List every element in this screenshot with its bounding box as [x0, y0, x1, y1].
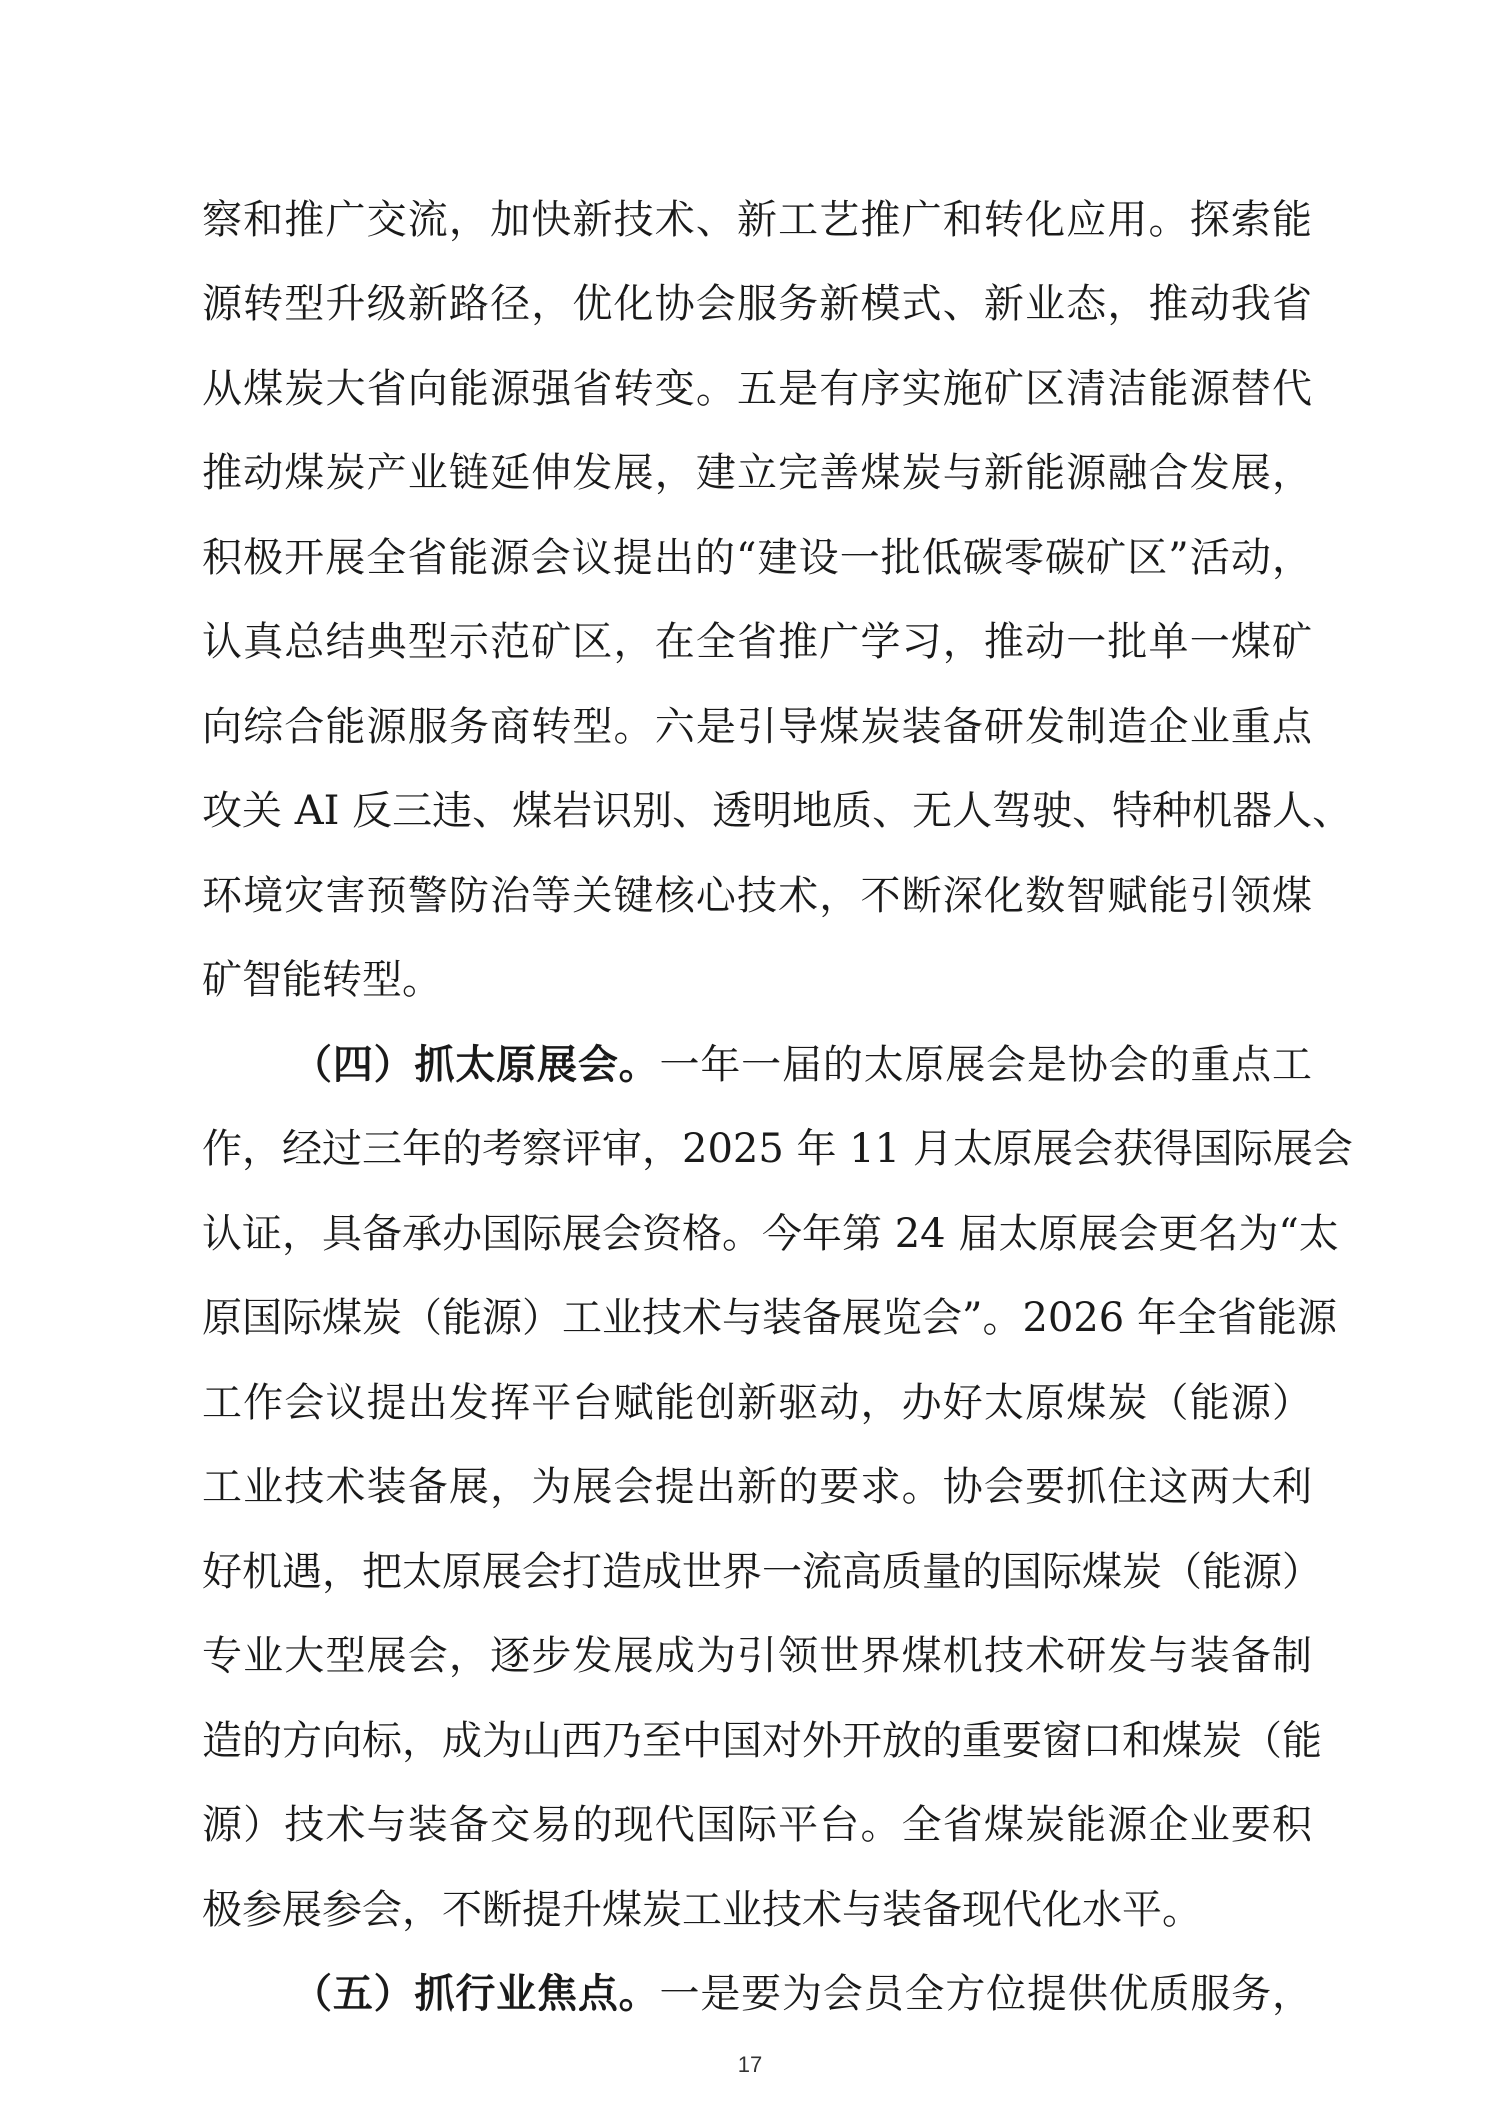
- section-5-first-line-text: 一是要为会员全方位提供优质服务，: [659, 1971, 1312, 2017]
- text-line: 造的方向标，成为山西乃至中国对外开放的重要窗口和煤炭（能: [202, 1718, 1322, 1764]
- text-line: 好机遇，把太原展会打造成世界一流高质量的国际煤炭（能源）: [202, 1549, 1322, 1595]
- text-line: 源）技术与装备交易的现代国际平台。全省煤炭能源企业要积: [202, 1802, 1312, 1848]
- text-line: 原国际煤炭（能源）工业技术与装备展览会”。2026 年全省能源: [202, 1295, 1337, 1341]
- page-number: 17: [737, 2052, 763, 2077]
- text-line: 攻关 AI 反三违、煤岩识别、透明地质、无人驾驶、特种机器人、: [202, 788, 1353, 834]
- text-line: 源转型升级新路径，优化协会服务新模式、新业态，推动我省: [202, 281, 1312, 327]
- text-line: 向综合能源服务商转型。六是引导煤炭装备研发制造企业重点: [202, 704, 1312, 750]
- text-line: 认证，具备承办国际展会资格。今年第 24 届太原展会更名为“太: [202, 1211, 1339, 1257]
- text-line: 专业大型展会，逐步发展成为引领世界煤机技术研发与装备制: [202, 1633, 1312, 1679]
- section-4-first-line: [292, 1025, 1312, 1105]
- text-line: 认真总结典型示范矿区，在全省推广学习，推动一批单一煤矿: [202, 619, 1312, 665]
- text-line: 矿智能转型。: [202, 957, 442, 1003]
- section-4-heading: （四）抓太原展会。: [292, 1041, 660, 1088]
- text-line: 积极开展全省能源会议提出的“建设一批低碳零碳矿区”活动，: [202, 535, 1312, 581]
- text-line: 极参展参会，不断提升煤炭工业技术与装备现代化水平。: [202, 1887, 1202, 1933]
- section-4-first-line-text: 一年一届的太原展会是协会的重点工: [659, 1042, 1312, 1088]
- text-line: 作，经过三年的考察评审，2025 年 11 月太原展会获得国际展会: [202, 1126, 1353, 1172]
- section-5-heading: （五）抓行业焦点。: [292, 1970, 660, 2017]
- section-5-first-line: [292, 1954, 1312, 2034]
- text-line: 推动煤炭产业链延伸发展，建立完善煤炭与新能源融合发展，: [202, 450, 1312, 496]
- text-line: 工作会议提出发挥平台赋能创新驱动，办好太原煤炭（能源）: [202, 1380, 1312, 1426]
- text-line: 环境灾害预警防治等关键核心技术，不断深化数智赋能引领煤: [202, 873, 1312, 919]
- text-line: 工业技术装备展，为展会提出新的要求。协会要抓住这两大利: [202, 1464, 1312, 1510]
- text-line: 察和推广交流，加快新技术、新工艺推广和转化应用。探索能: [202, 197, 1312, 243]
- text-line: 从煤炭大省向能源强省转变。五是有序实施矿区清洁能源替代: [202, 366, 1312, 412]
